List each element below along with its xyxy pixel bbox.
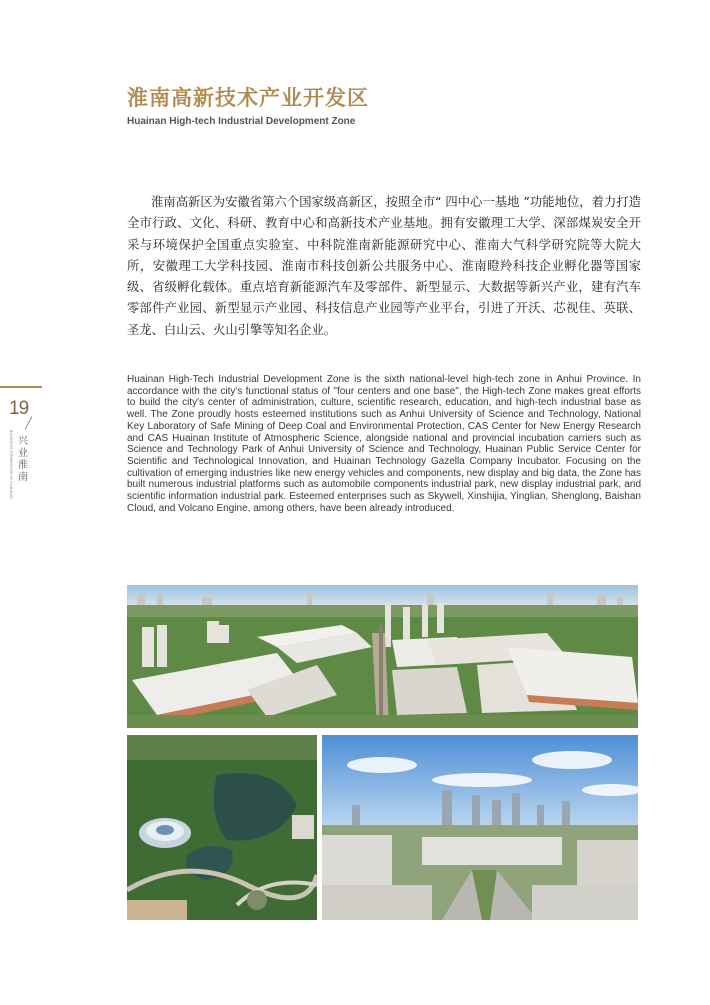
body-text-chinese: 淮南高新区为安徽省第六个国家级高新区，按照全市“ 四中心一基地 ”功能地位，着力打造全市行政、文化、科研、教育中心和高新技术产业基地。拥有安徽理工大学、深部煤炭安全开采与环境保护全国重点实验室、中科院淮南新能源研究中心、淮南大气科学研究院等大院大所，安徽理工大学科技园、淮南市科技创新公共服务中心、淮南瞪羚科技企业孵化器等国家级、省级孵化载体。重点培育新能源汽车及零部件、新型显示、大数据等新兴产业，建有汽车零部件产业园、新型显示产业园、科技信息产业园等产业平台，引进了开沃、芯视佳、英联、圣龙、白山云、火山引擎等知名企业。 <box>127 195 641 337</box>
sidebar-accent-line <box>0 386 42 388</box>
photo-tech-park-street <box>322 735 638 920</box>
sidebar-section-subtitle: BUSINESS PROMOTION IN HUAINAN <box>9 430 13 499</box>
photo-park-lake-aerial <box>127 735 317 920</box>
page-title: 淮南高新技术产业开发区 <box>127 86 369 110</box>
photo-industrial-park-aerial <box>127 585 638 728</box>
page-number: 19 <box>9 398 29 419</box>
page-subtitle: Huainan High-tech Industrial Development Zone <box>127 116 356 127</box>
sidebar-section-title: 兴业淮南 <box>18 436 28 483</box>
body-text-english: Huainan High-Tech Industrial Development Zone is the sixth national-level high-tech zone in Anhui Province. In accordance with the city's functional status of "four centers and one base", the High-tech Zone makes great efforts to build the city's center of administration, culture, scientific research, education, and high-tech industrial base as well. The Zone proudly hosts esteemed institutions such as Anhui University of Science and Technology, National Key Laboratory of Safe Mining of Deep Coal and Environmental Protection, CAS Center for New Energy Research and CAS Huainan Institute of Atmospheric Science, alongside national and provincial incubation carriers such as Science and Technology Park of Anhui University of Science and Technology, Huainan Public Service Center for Scientific and Technological Innovation, and Huainan Technology Gazella Company Incubator. Focusing on the cultivation of emerging industries like new energy vehicles and components, new display and big data, the Zone has built numerous industrial platforms such as automobile components industrial park, new display industrial park, and scientific information industrial park. Esteemed enterprises such as Skywell, Xinshijia, Yinglian, Shenglong, Baishan Cloud, and Volcano Engine, among others, have been already introduced. <box>127 374 641 514</box>
